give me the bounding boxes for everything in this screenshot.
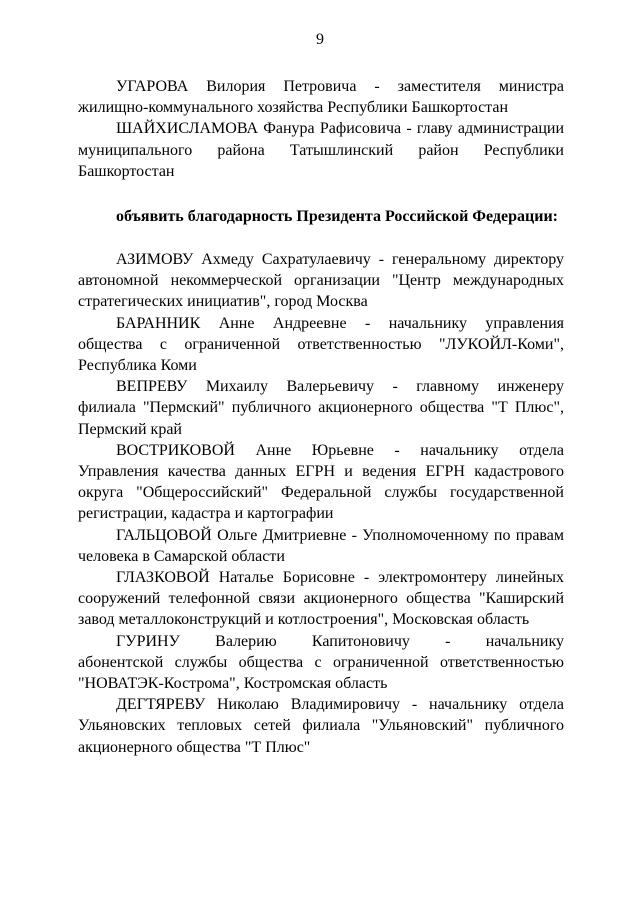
entry-line: общества с ограниченной ответственностью "ЛУКОЙЛ-Коми", <box>78 335 564 353</box>
entry-line: "НОВАТЭК-Кострома", Костромская область <box>78 675 388 693</box>
award-entry <box>78 313 564 377</box>
award-entry <box>78 694 564 758</box>
entry-line: филиала "Пермский" публичного акционерного общества "Т Плюс", <box>78 399 564 417</box>
entry-line: ШАЙХИСЛАМОВА Фанура Рафисовича - главу администрации <box>116 120 564 138</box>
entry-line: сооружений телефонной связи акционерного общества "Каширский <box>78 590 564 608</box>
entry-line: Пермский край <box>78 420 182 438</box>
award-entry <box>78 249 564 313</box>
entry-line: ГАЛЬЦОВОЙ Ольге Дмитриевне - Уполномоченному по правам <box>116 526 564 544</box>
award-entry <box>78 118 564 182</box>
entry-line: жилищно-коммунального хозяйства Республики Башкортостан <box>78 99 509 117</box>
section-heading: объявить благодарность Президента Российской Федерации: <box>116 208 558 226</box>
award-entry <box>78 525 564 567</box>
award-entry <box>78 76 564 118</box>
entry-line: ГЛАЗКОВОЙ Наталье Борисовне - электромонтеру линейных <box>116 569 564 587</box>
entry-line: ДЕГТЯРЕВУ Николаю Владимировичу - начальнику отдела <box>116 696 564 714</box>
entry-line: ВЕПРЕВУ Михаилу Валерьевичу - главному инженеру <box>116 378 564 396</box>
award-entry <box>78 376 564 440</box>
entry-line: муниципального района Татышлинский район Республики <box>78 141 564 159</box>
page-number: 9 <box>316 31 324 48</box>
entry-line: округа "Общероссийский" Федеральной службы государственной <box>78 484 564 502</box>
award-entry <box>78 440 564 525</box>
entry-line: стратегических инициатив", город Москва <box>78 293 368 311</box>
entry-line: человека в Самарской области <box>78 547 285 565</box>
award-entry <box>78 567 564 631</box>
document-body <box>78 76 564 758</box>
entry-line: БАРАННИК Анне Андреевне - начальнику управления <box>116 314 564 332</box>
top-entries-list <box>78 76 564 182</box>
entry-line: автономной некоммерческой организации "Центр международных <box>78 272 564 290</box>
entry-line: завод металлоконструкций и котлостроения", Московская область <box>78 611 530 629</box>
entry-line: Республика Коми <box>78 357 197 375</box>
entry-line: УГАРОВА Вилория Петровича - заместителя министра <box>116 78 564 95</box>
entry-line: Управления качества данных ЕГРН и ведения ЕГРН кадастрового <box>78 463 564 481</box>
entry-line: Ульяновских тепловых сетей филиала "Ульяновский" публичного <box>78 717 564 735</box>
entry-line: абонентской службы общества с ограниченной ответственностью <box>78 653 564 671</box>
award-entry <box>78 631 564 695</box>
entry-line: АЗИМОВУ Ахмеду Сахратулаевичу - генеральному директору <box>116 251 564 269</box>
entry-line: ГУРИНУ Валерию Капитоновичу - начальнику <box>116 632 564 650</box>
entry-line: ВОСТРИКОВОЙ Анне Юрьевне - начальнику отдела <box>116 441 564 459</box>
entry-line: регистрации, кадастра и картографии <box>78 505 334 523</box>
entries-list <box>78 249 564 758</box>
entry-line: акционерного общества "Т Плюс" <box>78 738 311 756</box>
entry-line: Башкортостан <box>78 162 175 180</box>
